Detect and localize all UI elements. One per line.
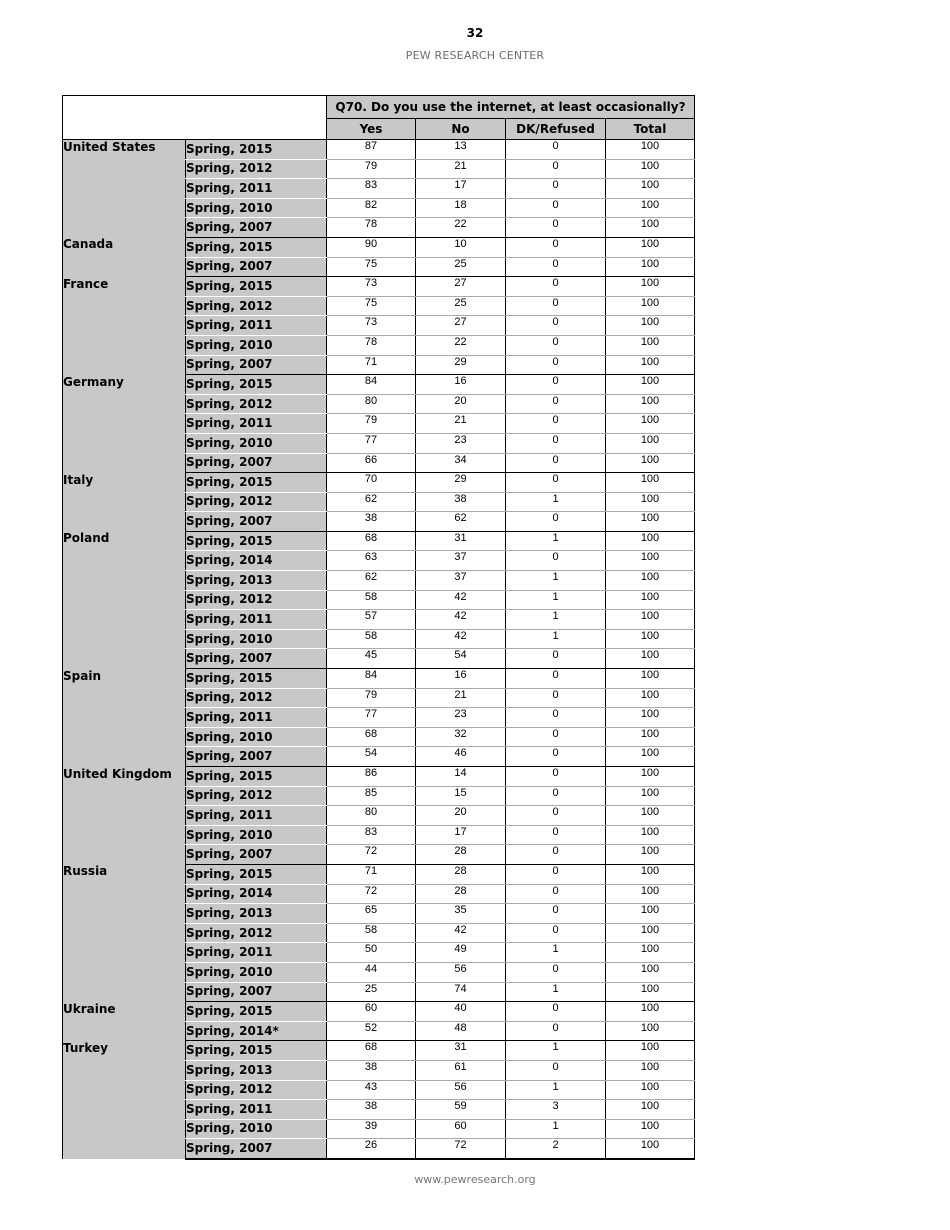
no-value: 40 bbox=[416, 1002, 506, 1022]
survey-period: Spring, 2013 bbox=[186, 904, 327, 924]
yes-value: 71 bbox=[327, 355, 416, 375]
total-value: 100 bbox=[606, 316, 695, 336]
survey-period: Spring, 2015 bbox=[186, 237, 327, 257]
table-row bbox=[63, 375, 695, 395]
dk-refused-value: 0 bbox=[506, 433, 606, 453]
total-value: 100 bbox=[606, 904, 695, 924]
total-value: 100 bbox=[606, 198, 695, 218]
yes-value: 45 bbox=[327, 649, 416, 669]
total-value: 100 bbox=[606, 375, 695, 395]
header-blank-cell bbox=[63, 96, 327, 140]
no-value: 49 bbox=[416, 943, 506, 963]
dk-refused-value: 2 bbox=[506, 1139, 606, 1159]
survey-period: Spring, 2015 bbox=[186, 375, 327, 395]
total-value: 100 bbox=[606, 962, 695, 982]
no-value: 38 bbox=[416, 492, 506, 512]
total-value: 100 bbox=[606, 845, 695, 865]
no-value: 32 bbox=[416, 727, 506, 747]
dk-refused-value: 0 bbox=[506, 904, 606, 924]
dk-refused-value: 1 bbox=[506, 1119, 606, 1139]
survey-period: Spring, 2013 bbox=[186, 1060, 327, 1080]
no-value: 54 bbox=[416, 649, 506, 669]
dk-refused-value: 0 bbox=[506, 512, 606, 532]
dk-refused-value: 0 bbox=[506, 806, 606, 826]
no-value: 48 bbox=[416, 1021, 506, 1041]
survey-period: Spring, 2012 bbox=[186, 492, 327, 512]
no-value: 17 bbox=[416, 179, 506, 199]
dk-refused-value: 1 bbox=[506, 492, 606, 512]
yes-value: 60 bbox=[327, 1002, 416, 1022]
yes-value: 79 bbox=[327, 414, 416, 434]
survey-period: Spring, 2015 bbox=[186, 864, 327, 884]
country-label: Poland bbox=[63, 531, 186, 668]
survey-period: Spring, 2012 bbox=[186, 296, 327, 316]
survey-period: Spring, 2010 bbox=[186, 629, 327, 649]
total-value: 100 bbox=[606, 629, 695, 649]
survey-period: Spring, 2014* bbox=[186, 1021, 327, 1041]
dk-refused-value: 1 bbox=[506, 1080, 606, 1100]
total-value: 100 bbox=[606, 492, 695, 512]
survey-period: Spring, 2010 bbox=[186, 825, 327, 845]
yes-value: 68 bbox=[327, 727, 416, 747]
total-value: 100 bbox=[606, 414, 695, 434]
no-value: 42 bbox=[416, 923, 506, 943]
yes-value: 62 bbox=[327, 492, 416, 512]
survey-period: Spring, 2007 bbox=[186, 453, 327, 473]
no-value: 27 bbox=[416, 277, 506, 297]
survey-period: Spring, 2015 bbox=[186, 473, 327, 493]
survey-period: Spring, 2010 bbox=[186, 433, 327, 453]
yes-value: 57 bbox=[327, 610, 416, 630]
yes-value: 66 bbox=[327, 453, 416, 473]
total-value: 100 bbox=[606, 708, 695, 728]
no-value: 34 bbox=[416, 453, 506, 473]
yes-value: 43 bbox=[327, 1080, 416, 1100]
total-value: 100 bbox=[606, 335, 695, 355]
total-value: 100 bbox=[606, 1139, 695, 1159]
no-value: 16 bbox=[416, 669, 506, 689]
dk-refused-value: 1 bbox=[506, 982, 606, 1002]
dk-refused-value: 0 bbox=[506, 335, 606, 355]
dk-refused-value: 0 bbox=[506, 198, 606, 218]
survey-period: Spring, 2010 bbox=[186, 1119, 327, 1139]
no-value: 21 bbox=[416, 159, 506, 179]
yes-value: 72 bbox=[327, 845, 416, 865]
no-value: 10 bbox=[416, 237, 506, 257]
total-value: 100 bbox=[606, 610, 695, 630]
dk-refused-value: 1 bbox=[506, 531, 606, 551]
survey-period: Spring, 2012 bbox=[186, 923, 327, 943]
column-header-total: Total bbox=[606, 119, 695, 140]
yes-value: 77 bbox=[327, 433, 416, 453]
total-value: 100 bbox=[606, 512, 695, 532]
dk-refused-value: 0 bbox=[506, 864, 606, 884]
table-row bbox=[63, 864, 695, 884]
table-row bbox=[63, 1041, 695, 1061]
dk-refused-value: 0 bbox=[506, 825, 606, 845]
survey-period: Spring, 2007 bbox=[186, 1139, 327, 1159]
survey-period: Spring, 2014 bbox=[186, 551, 327, 571]
column-header-dk-refused: DK/Refused bbox=[506, 119, 606, 140]
survey-table bbox=[62, 95, 695, 1160]
dk-refused-value: 0 bbox=[506, 218, 606, 238]
yes-value: 68 bbox=[327, 1041, 416, 1061]
total-value: 100 bbox=[606, 786, 695, 806]
survey-period: Spring, 2012 bbox=[186, 786, 327, 806]
survey-period: Spring, 2011 bbox=[186, 610, 327, 630]
total-value: 100 bbox=[606, 982, 695, 1002]
dk-refused-value: 0 bbox=[506, 473, 606, 493]
dk-refused-value: 0 bbox=[506, 316, 606, 336]
survey-period: Spring, 2007 bbox=[186, 355, 327, 375]
total-value: 100 bbox=[606, 590, 695, 610]
no-value: 61 bbox=[416, 1060, 506, 1080]
no-value: 60 bbox=[416, 1119, 506, 1139]
no-value: 74 bbox=[416, 982, 506, 1002]
no-value: 31 bbox=[416, 1041, 506, 1061]
total-value: 100 bbox=[606, 1021, 695, 1041]
survey-period: Spring, 2015 bbox=[186, 1041, 327, 1061]
table-row bbox=[63, 767, 695, 787]
yes-value: 54 bbox=[327, 747, 416, 767]
total-value: 100 bbox=[606, 864, 695, 884]
yes-value: 58 bbox=[327, 629, 416, 649]
table-header bbox=[63, 96, 695, 140]
country-label: Ukraine bbox=[63, 1002, 186, 1041]
total-value: 100 bbox=[606, 943, 695, 963]
dk-refused-value: 0 bbox=[506, 414, 606, 434]
no-value: 20 bbox=[416, 806, 506, 826]
survey-period: Spring, 2011 bbox=[186, 943, 327, 963]
no-value: 22 bbox=[416, 335, 506, 355]
dk-refused-value: 1 bbox=[506, 1041, 606, 1061]
survey-period: Spring, 2011 bbox=[186, 179, 327, 199]
no-value: 28 bbox=[416, 845, 506, 865]
survey-period: Spring, 2012 bbox=[186, 1080, 327, 1100]
no-value: 23 bbox=[416, 708, 506, 728]
no-value: 42 bbox=[416, 610, 506, 630]
no-value: 14 bbox=[416, 767, 506, 787]
no-value: 29 bbox=[416, 473, 506, 493]
dk-refused-value: 0 bbox=[506, 923, 606, 943]
survey-period: Spring, 2012 bbox=[186, 688, 327, 708]
dk-refused-value: 0 bbox=[506, 649, 606, 669]
survey-period: Spring, 2011 bbox=[186, 806, 327, 826]
yes-value: 84 bbox=[327, 669, 416, 689]
yes-value: 71 bbox=[327, 864, 416, 884]
organization-header: PEW RESEARCH CENTER bbox=[405, 49, 545, 62]
survey-period: Spring, 2011 bbox=[186, 1100, 327, 1120]
total-value: 100 bbox=[606, 1002, 695, 1022]
dk-refused-value: 0 bbox=[506, 767, 606, 787]
dk-refused-value: 0 bbox=[506, 394, 606, 414]
total-value: 100 bbox=[606, 159, 695, 179]
country-label: Turkey bbox=[63, 1041, 186, 1159]
no-value: 56 bbox=[416, 1080, 506, 1100]
yes-value: 39 bbox=[327, 1119, 416, 1139]
no-value: 27 bbox=[416, 316, 506, 336]
total-value: 100 bbox=[606, 1119, 695, 1139]
dk-refused-value: 0 bbox=[506, 688, 606, 708]
total-value: 100 bbox=[606, 1060, 695, 1080]
country-label: Germany bbox=[63, 375, 186, 473]
yes-value: 75 bbox=[327, 257, 416, 277]
total-value: 100 bbox=[606, 688, 695, 708]
total-value: 100 bbox=[606, 473, 695, 493]
yes-value: 50 bbox=[327, 943, 416, 963]
dk-refused-value: 1 bbox=[506, 629, 606, 649]
survey-period: Spring, 2007 bbox=[186, 845, 327, 865]
dk-refused-value: 0 bbox=[506, 845, 606, 865]
survey-period: Spring, 2010 bbox=[186, 727, 327, 747]
dk-refused-value: 3 bbox=[506, 1100, 606, 1120]
yes-value: 73 bbox=[327, 316, 416, 336]
survey-period: Spring, 2015 bbox=[186, 1002, 327, 1022]
yes-value: 80 bbox=[327, 806, 416, 826]
no-value: 46 bbox=[416, 747, 506, 767]
survey-period: Spring, 2011 bbox=[186, 316, 327, 336]
dk-refused-value: 0 bbox=[506, 159, 606, 179]
total-value: 100 bbox=[606, 296, 695, 316]
no-value: 28 bbox=[416, 884, 506, 904]
yes-value: 75 bbox=[327, 296, 416, 316]
total-value: 100 bbox=[606, 923, 695, 943]
country-label: Russia bbox=[63, 864, 186, 1001]
dk-refused-value: 0 bbox=[506, 786, 606, 806]
total-value: 100 bbox=[606, 277, 695, 297]
survey-period: Spring, 2011 bbox=[186, 708, 327, 728]
dk-refused-value: 1 bbox=[506, 610, 606, 630]
total-value: 100 bbox=[606, 257, 695, 277]
total-value: 100 bbox=[606, 218, 695, 238]
country-label: France bbox=[63, 277, 186, 375]
yes-value: 86 bbox=[327, 767, 416, 787]
yes-value: 58 bbox=[327, 590, 416, 610]
yes-value: 85 bbox=[327, 786, 416, 806]
no-value: 13 bbox=[416, 140, 506, 160]
table-row bbox=[63, 277, 695, 297]
yes-value: 25 bbox=[327, 982, 416, 1002]
column-header-yes: Yes bbox=[327, 119, 416, 140]
total-value: 100 bbox=[606, 747, 695, 767]
table-row bbox=[63, 669, 695, 689]
no-value: 20 bbox=[416, 394, 506, 414]
country-label: Italy bbox=[63, 473, 186, 532]
survey-period: Spring, 2010 bbox=[186, 198, 327, 218]
yes-value: 73 bbox=[327, 277, 416, 297]
no-value: 37 bbox=[416, 551, 506, 571]
country-label: Spain bbox=[63, 669, 186, 767]
survey-period: Spring, 2014 bbox=[186, 884, 327, 904]
no-value: 42 bbox=[416, 629, 506, 649]
yes-value: 78 bbox=[327, 218, 416, 238]
dk-refused-value: 0 bbox=[506, 453, 606, 473]
no-value: 15 bbox=[416, 786, 506, 806]
total-value: 100 bbox=[606, 825, 695, 845]
table-row bbox=[63, 140, 695, 160]
no-value: 16 bbox=[416, 375, 506, 395]
no-value: 22 bbox=[416, 218, 506, 238]
dk-refused-value: 0 bbox=[506, 355, 606, 375]
total-value: 100 bbox=[606, 727, 695, 747]
total-value: 100 bbox=[606, 531, 695, 551]
yes-value: 58 bbox=[327, 923, 416, 943]
dk-refused-value: 0 bbox=[506, 708, 606, 728]
yes-value: 90 bbox=[327, 237, 416, 257]
yes-value: 72 bbox=[327, 884, 416, 904]
survey-period: Spring, 2015 bbox=[186, 669, 327, 689]
table-body bbox=[63, 140, 695, 1159]
survey-period: Spring, 2015 bbox=[186, 767, 327, 787]
dk-refused-value: 0 bbox=[506, 140, 606, 160]
yes-value: 44 bbox=[327, 962, 416, 982]
survey-period: Spring, 2012 bbox=[186, 590, 327, 610]
yes-value: 38 bbox=[327, 512, 416, 532]
total-value: 100 bbox=[606, 649, 695, 669]
dk-refused-value: 0 bbox=[506, 1002, 606, 1022]
no-value: 62 bbox=[416, 512, 506, 532]
dk-refused-value: 0 bbox=[506, 179, 606, 199]
table-row bbox=[63, 473, 695, 493]
survey-period: Spring, 2010 bbox=[186, 335, 327, 355]
yes-value: 62 bbox=[327, 571, 416, 591]
yes-value: 38 bbox=[327, 1100, 416, 1120]
dk-refused-value: 1 bbox=[506, 571, 606, 591]
dk-refused-value: 0 bbox=[506, 1060, 606, 1080]
question-header: Q70. Do you use the internet, at least occasionally? bbox=[327, 96, 695, 119]
total-value: 100 bbox=[606, 433, 695, 453]
no-value: 25 bbox=[416, 296, 506, 316]
no-value: 25 bbox=[416, 257, 506, 277]
no-value: 29 bbox=[416, 355, 506, 375]
survey-period: Spring, 2015 bbox=[186, 531, 327, 551]
dk-refused-value: 0 bbox=[506, 277, 606, 297]
total-value: 100 bbox=[606, 140, 695, 160]
survey-period: Spring, 2007 bbox=[186, 649, 327, 669]
no-value: 42 bbox=[416, 590, 506, 610]
no-value: 56 bbox=[416, 962, 506, 982]
yes-value: 38 bbox=[327, 1060, 416, 1080]
yes-value: 52 bbox=[327, 1021, 416, 1041]
country-label: United States bbox=[63, 140, 186, 238]
no-value: 35 bbox=[416, 904, 506, 924]
dk-refused-value: 0 bbox=[506, 375, 606, 395]
survey-period: Spring, 2007 bbox=[186, 218, 327, 238]
survey-period: Spring, 2007 bbox=[186, 512, 327, 532]
table-row bbox=[63, 1002, 695, 1022]
survey-period: Spring, 2011 bbox=[186, 414, 327, 434]
total-value: 100 bbox=[606, 1100, 695, 1120]
total-value: 100 bbox=[606, 767, 695, 787]
total-value: 100 bbox=[606, 1080, 695, 1100]
dk-refused-value: 0 bbox=[506, 669, 606, 689]
dk-refused-value: 1 bbox=[506, 943, 606, 963]
column-header-no: No bbox=[416, 119, 506, 140]
footer-url: www.pewresearch.org bbox=[414, 1173, 536, 1186]
no-value: 21 bbox=[416, 688, 506, 708]
yes-value: 65 bbox=[327, 904, 416, 924]
survey-period: Spring, 2007 bbox=[186, 982, 327, 1002]
yes-value: 70 bbox=[327, 473, 416, 493]
survey-period: Spring, 2013 bbox=[186, 571, 327, 591]
total-value: 100 bbox=[606, 453, 695, 473]
dk-refused-value: 0 bbox=[506, 962, 606, 982]
yes-value: 83 bbox=[327, 179, 416, 199]
survey-period: Spring, 2010 bbox=[186, 962, 327, 982]
dk-refused-value: 0 bbox=[506, 551, 606, 571]
page-number: 32 bbox=[466, 26, 484, 40]
survey-period: Spring, 2012 bbox=[186, 394, 327, 414]
country-label: Canada bbox=[63, 237, 186, 276]
yes-value: 83 bbox=[327, 825, 416, 845]
dk-refused-value: 0 bbox=[506, 1021, 606, 1041]
table-row bbox=[63, 531, 695, 551]
dk-refused-value: 0 bbox=[506, 727, 606, 747]
total-value: 100 bbox=[606, 806, 695, 826]
yes-value: 80 bbox=[327, 394, 416, 414]
dk-refused-value: 0 bbox=[506, 884, 606, 904]
yes-value: 26 bbox=[327, 1139, 416, 1159]
survey-period: Spring, 2007 bbox=[186, 257, 327, 277]
total-value: 100 bbox=[606, 179, 695, 199]
total-value: 100 bbox=[606, 571, 695, 591]
total-value: 100 bbox=[606, 884, 695, 904]
no-value: 28 bbox=[416, 864, 506, 884]
no-value: 37 bbox=[416, 571, 506, 591]
no-value: 18 bbox=[416, 198, 506, 218]
dk-refused-value: 1 bbox=[506, 590, 606, 610]
yes-value: 79 bbox=[327, 159, 416, 179]
yes-value: 82 bbox=[327, 198, 416, 218]
dk-refused-value: 0 bbox=[506, 747, 606, 767]
total-value: 100 bbox=[606, 394, 695, 414]
dk-refused-value: 0 bbox=[506, 237, 606, 257]
table-row bbox=[63, 237, 695, 257]
yes-value: 78 bbox=[327, 335, 416, 355]
no-value: 31 bbox=[416, 531, 506, 551]
no-value: 21 bbox=[416, 414, 506, 434]
dk-refused-value: 0 bbox=[506, 296, 606, 316]
yes-value: 77 bbox=[327, 708, 416, 728]
no-value: 23 bbox=[416, 433, 506, 453]
yes-value: 84 bbox=[327, 375, 416, 395]
yes-value: 68 bbox=[327, 531, 416, 551]
dk-refused-value: 0 bbox=[506, 257, 606, 277]
no-value: 72 bbox=[416, 1139, 506, 1159]
country-label: United Kingdom bbox=[63, 767, 186, 865]
yes-value: 63 bbox=[327, 551, 416, 571]
no-value: 17 bbox=[416, 825, 506, 845]
total-value: 100 bbox=[606, 237, 695, 257]
no-value: 59 bbox=[416, 1100, 506, 1120]
survey-period: Spring, 2015 bbox=[186, 140, 327, 160]
survey-period: Spring, 2007 bbox=[186, 747, 327, 767]
total-value: 100 bbox=[606, 669, 695, 689]
total-value: 100 bbox=[606, 1041, 695, 1061]
total-value: 100 bbox=[606, 355, 695, 375]
total-value: 100 bbox=[606, 551, 695, 571]
yes-value: 79 bbox=[327, 688, 416, 708]
survey-period: Spring, 2012 bbox=[186, 159, 327, 179]
yes-value: 87 bbox=[327, 140, 416, 160]
survey-period: Spring, 2015 bbox=[186, 277, 327, 297]
